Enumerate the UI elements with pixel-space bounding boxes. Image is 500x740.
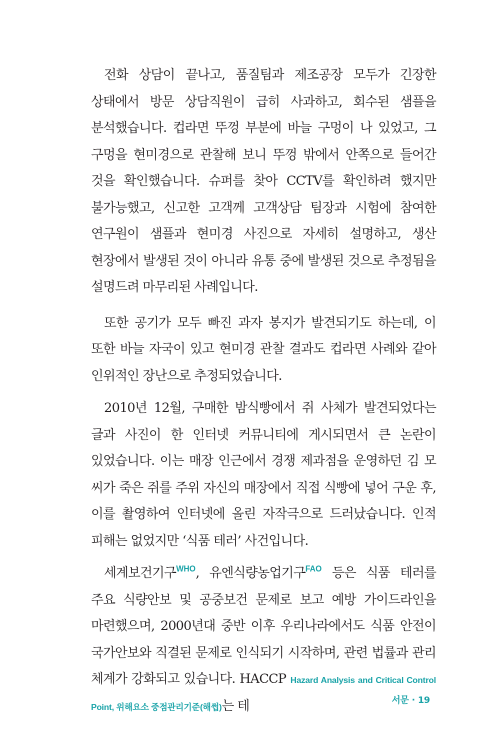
fao-abbreviation: FAO xyxy=(305,564,322,574)
page-footer-label: 서문 · 19 xyxy=(391,696,430,706)
text-segment: 등은 식품 테러를 주요 식량안보 및 공중보건 문제로 보고 예방 가이드라인을 마련했으며, 2000년대 중반 이후 우리나라에서도 식품 안전이 국가안보와 직결된 문제로 인식되기 시작하며, 관련 법률과 관리 체계가 강화되고 있습니다. HACCP xyxy=(91,566,436,687)
body-text xyxy=(91,63,436,728)
text-segment: 세계보건기구 xyxy=(104,566,177,581)
text-segment: , 유엔식량농업기구 xyxy=(195,566,306,581)
paragraph-food-terror-guidelines xyxy=(91,561,436,720)
haccp-gloss: Hazard Analysis and Critical Control Point, 위해요소 중점관리기준(해썹) xyxy=(91,675,436,712)
paragraph-cup-noodle-case: 전화 상담이 끝나고, 품질팀과 제조공장 모두가 긴장한 상태에서 방문 상담직원이 급히 사과하고, 회수된 샘플을 분석했습니다. 컵라면 뚜껑 부분에 바늘 구멍이 나 있었고, 그 구멍을 현미경으로 관찰해 보니 뚜껑 밖에서 안쪽으로 들어간 것을 확인했습니다. 슈퍼를 찾아 CCTV를 확인하려 했지만 불가능했고, 신고한 고객께 고객상담 팀장과 시험에 참여한 연구원이 샘플과 현미경 사진으로 자세히 설명하고, 생산 현장에서 발생된 것이 아니라 유통 중에 발생된 것으로 추정됨을 설명드려 마무리된 사례입니다. xyxy=(91,68,436,295)
paragraph-bread-case: 2010년 12월, 구매한 밤식빵에서 쥐 사체가 발견되었다는 글과 사진이 한 인터넷 커뮤니티에 게시되면서 큰 논란이 있었습니다. 이는 매장 인근에서 경쟁 제과점을 운영하던 김 모 씨가 죽은 쥐를 주위 자신의 매장에서 직접 식빵에 넣어 구운 후, 이를 촬영하여 인터넷에 올린 자작극으로 드러났습니다. 인적 피해는 없었지만 ‘식품 테러’ 사건입니다. xyxy=(91,401,436,549)
who-abbreviation: WHO xyxy=(176,564,196,574)
paragraph-snack-bag-case: 또한 공기가 모두 빠진 과자 봉지가 발견되기도 하는데, 이 또한 바늘 자국이 있고 현미경 관찰 결과도 컵라면 사례와 같아 인위적인 장난으로 추정되었습니다. xyxy=(91,315,436,384)
text-segment: 는 테 xyxy=(221,698,250,714)
